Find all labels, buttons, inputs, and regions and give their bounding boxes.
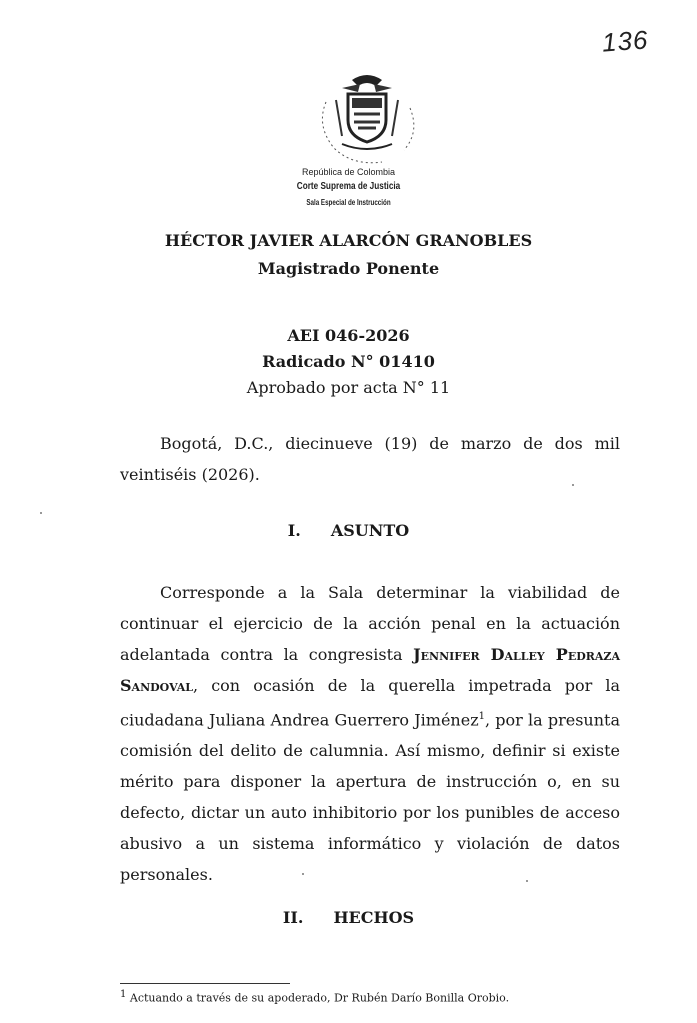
footnote [120, 989, 509, 1005]
footnote-marker: 1 [120, 989, 127, 1000]
asunto-paragraph [120, 577, 620, 890]
section-numeral: II. [282, 908, 304, 927]
page-number: 136 [600, 24, 650, 58]
asunto-text-start: Corresponde a la Sala determinar la viabilidad de continuar el ejercicio de la acción penal en la actuación adelantada contra la congresista [120, 583, 620, 664]
section-heading-hechos [0, 908, 697, 927]
defendant-name: Jennifer Dalley Pedraza Sandoval [120, 645, 620, 695]
magistrado-role: Magistrado Ponente [257, 259, 440, 278]
scan-speck [526, 880, 528, 882]
coat-of-arms-icon [312, 66, 422, 176]
date-paragraph: Bogotá, D.C., diecinueve (19) de marzo de dos mil veintiséis (2026). [120, 434, 620, 484]
header-sala: Sala Especial de Instrucción [306, 198, 391, 207]
asunto-text-mid: , con ocasión de la querella impetrada por la ciudadana Juliana Andrea Guerrero Jiménez [120, 676, 620, 730]
scan-speck [40, 512, 42, 514]
case-aei: AEI 046-2026 [287, 326, 410, 345]
footnote-divider [120, 983, 290, 984]
section-title: ASUNTO [330, 521, 410, 540]
case-radicado: Radicado N° 01410 [262, 352, 435, 371]
header-corte: Corte Suprema de Justicia [296, 181, 401, 192]
header-republica: República de Colombia [301, 167, 396, 177]
scan-speck [302, 873, 304, 875]
case-aprobado: Aprobado por acta N° 11 [246, 378, 451, 397]
section-numeral: I. [287, 521, 301, 540]
section-heading-asunto [0, 521, 697, 540]
asunto-text-end: , por la presunta comisión del delito de calumnia. Así mismo, definir si existe mérito para disponer la apertura de instrucción o, en su defecto, dictar un auto inhibitorio por los punibles de acceso abusivo a un sistema informático y violación de datos personales. [120, 710, 621, 885]
footnote-text: Actuando a través de su apoderado, Dr Rubén Darío Bonilla Orobio. [129, 991, 510, 1005]
scan-speck [572, 484, 574, 486]
footnote-ref: 1 [478, 711, 486, 722]
magistrado-name: HÉCTOR JAVIER ALARCÓN GRANOBLES [164, 231, 533, 250]
section-title: HECHOS [333, 908, 415, 927]
